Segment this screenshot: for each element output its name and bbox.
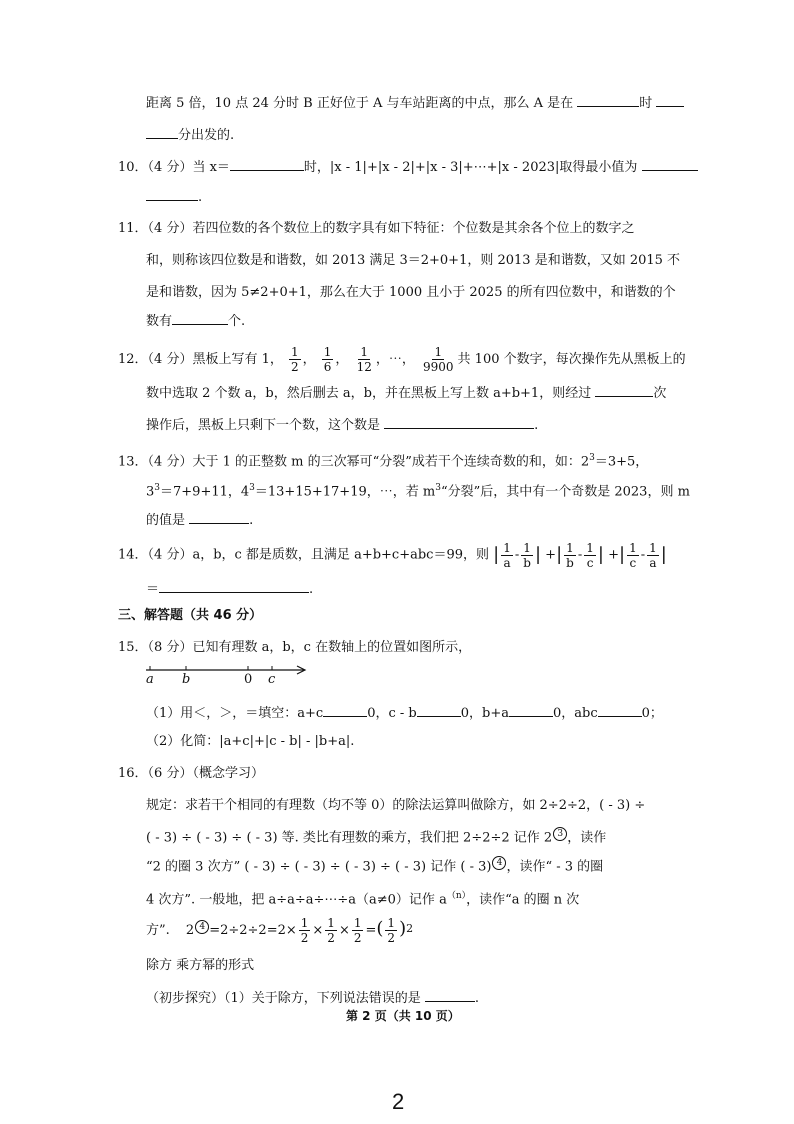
q11-line4: 数有 个.: [146, 310, 245, 332]
question-12: 12．（4 分）黑板上写有 1， $\frac{1}{2}$ ， $\frac{1}{6}$ ， $\frac{1}{12}$ ，⋯， $\frac{1}{9900}$ 共 100 个数字，每次操作先从黑板上的: [118, 345, 686, 374]
axis-label-b: b: [182, 672, 191, 687]
answer-blank[interactable]: [425, 987, 475, 1002]
axis-label-zero: 0: [244, 672, 253, 687]
answer-blank[interactable]: [384, 414, 534, 429]
answer-blank[interactable]: [577, 92, 639, 107]
q16-line1: 规定：求若干个相同的有理数（均不等 0）的除法运算叫做除方，如 2÷2÷2，( - 3) ÷: [146, 798, 646, 813]
answer-blank[interactable]: [159, 578, 309, 593]
answer-blank[interactable]: [146, 186, 198, 201]
section-heading: 三、解答题（共 46 分）: [118, 608, 263, 623]
answer-blank[interactable]: [656, 92, 684, 107]
q16-line5: 方”. 2 4 =2÷2÷2=2× $\frac{1}{2}$ × $\frac{1}{2}$ × $\frac{1}{2}$ =( $\frac{1}{2}$ )$^2$: [146, 916, 414, 945]
q13-line2: $3^3=7+9+11$，$4^3=13+15+17+19$，⋯，若 $m^3“$分裂”后，其中有一个奇数是 2023，则 m: [146, 483, 690, 500]
question-11: 11．（4 分）若四位数的各个数位上的数字具有如下特征：个位数是其余各个位上的数字之: [118, 221, 635, 236]
question-15: 15．（8 分）已知有理数 a，b，c 在数轴上的位置如图所示，: [118, 640, 472, 655]
q16-line2: ( - 3) ÷ ( - 3) ÷ ( - 3) 等. 类比有理数的乘方，我们把 2÷2÷2 记作 2 3 ，读作: [146, 829, 607, 846]
answer-blank[interactable]: [323, 702, 367, 717]
fraction: $\frac{1}{2}$: [291, 345, 299, 374]
q13-line3: 的值是 .: [146, 509, 253, 531]
answer-blank[interactable]: [598, 702, 642, 717]
page-number: 2: [392, 1089, 405, 1114]
q12-line3: 操作后，黑板上只剩下一个数，这个数是 .: [146, 414, 538, 436]
q16-line6: 除方 乘方幂的形式: [146, 958, 255, 973]
question-10: 10．（4 分）当 x＝ 时，|x - 1|+|x - 2|+|x - 3|+⋯+|x - 2023|取得最小值为: [118, 156, 698, 178]
q14-line2: ＝ .: [146, 578, 313, 600]
q15-part1: （1）用＜，＞，＝填空：a+c 0，c - b 0，b+a 0，abc 0；: [146, 702, 663, 724]
answer-blank[interactable]: [230, 156, 304, 171]
page-footer: 第 2 页（共 10 页）: [346, 1009, 460, 1023]
question-14: 14．（4 分）a，b，c 都是质数，且满足 a+b+c+abc＝99，则 | $\frac{1}{a}$ - $\frac{1}{b}$ | +| $\frac{1}{b}$ - $\frac{1}{c}$ | +| $\frac{1}{c}$ - $\frac{1}{a}$ |: [118, 540, 667, 570]
q11-line3: 是和谐数，因为 5≠2+0+1，那么在大于 1000 且小于 2025 的所有四位数中，和谐数的个: [146, 285, 676, 300]
question-16: 16．（6 分）（概念学习）: [118, 766, 264, 781]
answer-blank[interactable]: [642, 156, 698, 171]
fraction: $\frac{1}{12}$: [356, 345, 372, 374]
axis-label-a: a: [146, 672, 154, 687]
axis-label-c: c: [268, 672, 276, 687]
q10-line2: .: [146, 186, 202, 208]
q11-line2: 和，则称该四位数是和谐数，如 2013 满足 3＝2+0+1，则 2013 是和谐数，又如 2015 不: [146, 253, 681, 268]
q15-part2: （2）化简：|a+c|+|c - b| - |b+a|.: [146, 734, 355, 749]
number-line: [144, 664, 314, 690]
answer-blank[interactable]: [509, 702, 553, 717]
q16-line7: （初步探究）（1）关于除方，下列说法错误的是 .: [146, 987, 479, 1009]
q16-line4: 4 次方”. 一般地，把 a÷a÷a÷⋯÷a（a≠0）记作 $a^{(n)}$，读作“a 的圈 n 次: [146, 891, 580, 908]
answer-blank[interactable]: [172, 310, 228, 325]
fraction: $\frac{1}{9900}$: [423, 345, 454, 374]
fraction: $\frac{1}{6}$: [323, 345, 332, 374]
answer-blank[interactable]: [189, 509, 249, 524]
circled-number: 3: [553, 827, 567, 841]
circled-number: 4: [492, 856, 506, 870]
q12-line2: 数中选取 2 个数 a，b，然后删去 a，b，并在黑板上写上数 a+b+1，则经过 次: [146, 382, 666, 404]
answer-blank[interactable]: [146, 124, 178, 139]
q16-line3: “2 的圈 3 次方” ( - 3) ÷ ( - 3) ÷ ( - 3) ÷ ( - 3) 记作 ( - 3) 4 ，读作“ - 3 的圈: [146, 858, 604, 875]
question-13: 13．（4 分）大于 1 的正整数 m 的三次幂可“分裂”成若干个连续奇数的和，如：$2^3=3+5$，: [118, 453, 649, 470]
circled-number: 4: [195, 920, 209, 934]
answer-blank[interactable]: [595, 382, 653, 397]
q9-line2: 分出发的.: [146, 124, 234, 146]
q9-line1: 距离 5 倍，10 点 24 分时 B 正好位于 A 与车站距离的中点，那么 A 是在 时: [146, 92, 684, 114]
answer-blank[interactable]: [417, 702, 461, 717]
